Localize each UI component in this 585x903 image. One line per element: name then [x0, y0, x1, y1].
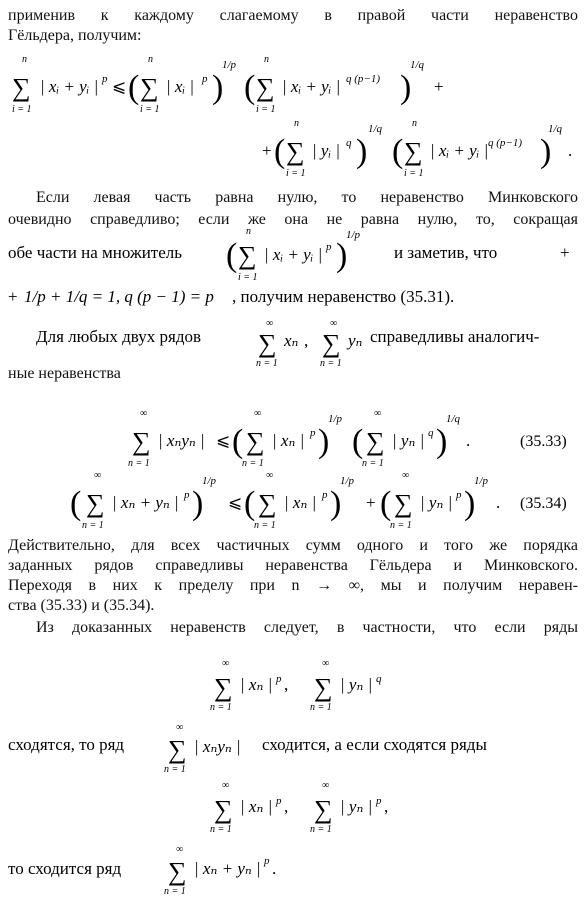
sum-lower: n = 1	[82, 520, 104, 531]
paren: (	[128, 69, 140, 106]
sum-sign: ∑	[12, 73, 31, 102]
text-fragment: обе части на множитель	[8, 243, 183, 262]
term: | xₙ |	[284, 493, 317, 512]
sum-upper: n	[148, 54, 153, 65]
sum-upper: ∞	[322, 658, 330, 669]
comma: ,	[284, 797, 289, 816]
paren: )	[330, 485, 342, 522]
paren: )	[192, 485, 204, 522]
leq: ⩽	[228, 493, 243, 512]
term: | xₙyₙ |	[194, 737, 241, 756]
term: | yₙ |	[392, 431, 425, 450]
sum-lower: n = 1	[310, 824, 332, 835]
text-line: Гёльдера, получим:	[8, 27, 142, 44]
exp: 1/p	[474, 475, 489, 487]
exp: 1/p	[346, 229, 361, 241]
paren: )	[356, 133, 368, 170]
sum-sign: ∑	[238, 241, 257, 270]
sum-upper: ∞	[254, 408, 262, 419]
formula-final	[0, 840, 585, 898]
text-fragment: то сходится ряд	[8, 859, 122, 878]
formula-series-pair-1	[0, 656, 585, 712]
plus: +	[8, 287, 18, 306]
sum-lower: i = 1	[286, 168, 306, 179]
exp: q	[346, 137, 352, 149]
sum-upper: ∞	[94, 470, 102, 481]
paren: )	[464, 485, 476, 522]
term: | yᵢ |	[312, 141, 341, 160]
sum-lower: n = 1	[310, 702, 332, 713]
sum-sign: ∑	[214, 673, 233, 702]
sum-upper: ∞	[374, 408, 382, 419]
sum-lower: n = 1	[164, 764, 186, 775]
exp: 1/p	[222, 59, 237, 71]
condition: 1/p + 1/q = 1, q (p − 1) = p	[24, 287, 214, 306]
exp: q (p−1)	[488, 137, 522, 149]
sum-lower: i = 1	[12, 104, 32, 115]
sum-upper: ∞	[322, 780, 330, 791]
text-line: Переходя в них к пределу при n → ∞, мы и получим неравен-	[8, 577, 578, 594]
sum-sign: ∑	[168, 735, 187, 764]
text-fragment: справедливы аналогич-	[370, 327, 540, 346]
exp: 1/q	[368, 123, 383, 135]
sum-sign: ∑	[366, 427, 385, 456]
paren: (	[70, 485, 82, 522]
formula-converges	[0, 720, 585, 776]
text-line: Действительно, для всех частичных сумм одного и того же порядка	[8, 537, 578, 554]
paren: (	[232, 423, 244, 460]
text-fragment: сходится, а если сходятся ряды	[262, 735, 487, 754]
term: | xₙ |	[240, 797, 273, 816]
sum-lower: n = 1	[164, 886, 186, 897]
formula-holder-row1	[0, 52, 585, 124]
text-fragment: и заметив, что	[394, 243, 498, 262]
sum-upper: ∞	[266, 470, 274, 481]
term: | xₙ |	[272, 431, 305, 450]
text-fragment: Для любых двух рядов	[36, 327, 201, 346]
term: yₙ	[348, 331, 363, 350]
plus: +	[560, 243, 570, 262]
sum-lower: n = 1	[362, 458, 384, 469]
sum-lower: i = 1	[404, 168, 424, 179]
sum-sign: ∑	[404, 137, 423, 166]
text-fragment: сходятся, то ряд	[8, 735, 125, 754]
sum-sign: ∑	[86, 489, 105, 518]
formula-conjugate	[0, 282, 585, 312]
text-line: применив к каждому слагаемому в правой части неравенство	[8, 7, 578, 24]
paren: )	[212, 69, 224, 106]
period: .	[496, 493, 501, 512]
paren: )	[336, 237, 348, 274]
term: | yₙ |	[340, 675, 373, 694]
text-line: Если левая часть равна нулю, то неравенство Минковского	[36, 189, 578, 206]
formula-series-line	[0, 318, 585, 368]
text-line: заданных рядов справедливы неравенства Гёльдера и Минковского.	[8, 557, 578, 574]
exp: p	[310, 427, 316, 439]
sum-sign: ∑	[140, 73, 159, 102]
exp: 1/p	[202, 475, 217, 487]
sum-upper: ∞	[330, 318, 338, 329]
sum-sign: ∑	[258, 329, 277, 358]
sum-upper: n	[412, 118, 417, 129]
sum-upper: n	[22, 54, 27, 65]
exp: p	[184, 489, 190, 501]
term: | xᵢ + yᵢ |	[282, 77, 341, 96]
term: xₙ	[284, 331, 299, 350]
comma: ,	[384, 797, 389, 816]
exp: p	[276, 795, 282, 807]
sum-lower: n = 1	[320, 358, 342, 369]
sum-lower: n = 1	[210, 702, 232, 713]
sum-lower: i = 1	[238, 272, 258, 283]
sum-lower: n = 1	[254, 520, 276, 531]
exp: p	[264, 855, 270, 867]
text-fragment: , получим неравенство (35.31).	[232, 287, 455, 306]
sum-upper: n	[246, 226, 251, 237]
paren: )	[318, 423, 330, 460]
paren: (	[244, 485, 256, 522]
text-line: Из доказанных неравенств следует, в частности, что если ряды	[36, 619, 578, 636]
sum-lower: n = 1	[390, 520, 412, 531]
formula-holder-row2	[0, 116, 585, 186]
leq: ⩽	[216, 431, 231, 450]
sum-sign: ∑	[394, 489, 413, 518]
comma: ,	[304, 331, 309, 350]
paren: (	[380, 485, 392, 522]
paren: )	[540, 133, 552, 170]
text-line: ные неравенства	[8, 365, 121, 382]
sum-lower: i = 1	[140, 104, 160, 115]
exp: p	[376, 795, 382, 807]
sum-sign: ∑	[314, 673, 333, 702]
sum-upper: ∞	[140, 408, 148, 419]
equation-number: (35.34)	[520, 495, 567, 512]
term: | xₙyₙ |	[158, 431, 205, 450]
term: | xᵢ + yᵢ |	[40, 77, 99, 96]
term: | xₙ + yₙ |	[194, 859, 261, 878]
plus: +	[366, 493, 376, 512]
sum-upper: ∞	[176, 844, 184, 855]
exp: p	[326, 241, 332, 253]
exp: 1/q	[410, 59, 425, 71]
equation-35-34	[0, 468, 585, 534]
paren: )	[436, 423, 448, 460]
exp: 1/p	[340, 475, 355, 487]
sum-sign: ∑	[258, 489, 277, 518]
term: | xᵢ + yᵢ |	[430, 141, 489, 160]
sum-upper: ∞	[402, 470, 410, 481]
sum-sign: ∑	[168, 857, 187, 886]
term: | yₙ |	[340, 797, 373, 816]
exp: p	[102, 73, 108, 85]
period: .	[568, 141, 573, 160]
term: | xᵢ + yᵢ |	[264, 245, 323, 264]
sum-sign: ∑	[214, 795, 233, 824]
sum-sign: ∑	[256, 73, 275, 102]
sum-lower: i = 1	[256, 104, 276, 115]
exp: 1/q	[446, 413, 461, 425]
exp: 1/q	[548, 123, 563, 135]
exp: p	[276, 673, 282, 685]
exp: p	[202, 73, 208, 85]
plus: +	[262, 141, 272, 160]
term: | yₙ |	[420, 493, 453, 512]
sum-upper: ∞	[176, 722, 184, 733]
sum-upper: ∞	[222, 780, 230, 791]
equation-number: (35.33)	[520, 433, 567, 450]
text-line: ства (35.33) и (35.34).	[8, 597, 155, 614]
leq: ⩽	[112, 77, 127, 96]
formula-series-pair-2	[0, 778, 585, 834]
period: .	[466, 431, 471, 450]
period: .	[272, 859, 277, 878]
sum-sign: ∑	[246, 427, 265, 456]
sum-upper: n	[294, 118, 299, 129]
term: | xᵢ |	[166, 77, 195, 96]
term: | xₙ |	[240, 675, 273, 694]
exp: q	[428, 427, 434, 439]
term: | xₙ + yₙ |	[112, 493, 179, 512]
sum-lower: n = 1	[210, 824, 232, 835]
exp: q (p−1)	[346, 73, 380, 85]
sum-upper: n	[264, 54, 269, 65]
sum-sign: ∑	[322, 329, 341, 358]
sum-lower: n = 1	[242, 458, 264, 469]
sum-sign: ∑	[132, 427, 151, 456]
sum-lower: n = 1	[128, 458, 150, 469]
sum-sign: ∑	[286, 137, 305, 166]
paren: )	[400, 69, 412, 106]
text-line: очевидно справедливо; если же она не равна нулю, то, сокращая	[8, 211, 578, 228]
paren: (	[244, 69, 256, 106]
exp: p	[322, 489, 328, 501]
sum-sign: ∑	[314, 795, 333, 824]
exp: p	[456, 489, 462, 501]
paren: (	[352, 423, 364, 460]
paren: (	[226, 237, 238, 274]
exp: q	[376, 673, 382, 685]
exp: 1/p	[328, 413, 343, 425]
sum-upper: ∞	[266, 318, 274, 329]
paren: (	[392, 133, 404, 170]
formula-inline-factor	[0, 226, 585, 286]
plus: +	[434, 77, 444, 96]
equation-35-33	[0, 406, 585, 472]
paren: (	[274, 133, 286, 170]
sum-upper: ∞	[222, 658, 230, 669]
sum-lower: n = 1	[256, 358, 278, 369]
comma: ,	[284, 675, 289, 694]
